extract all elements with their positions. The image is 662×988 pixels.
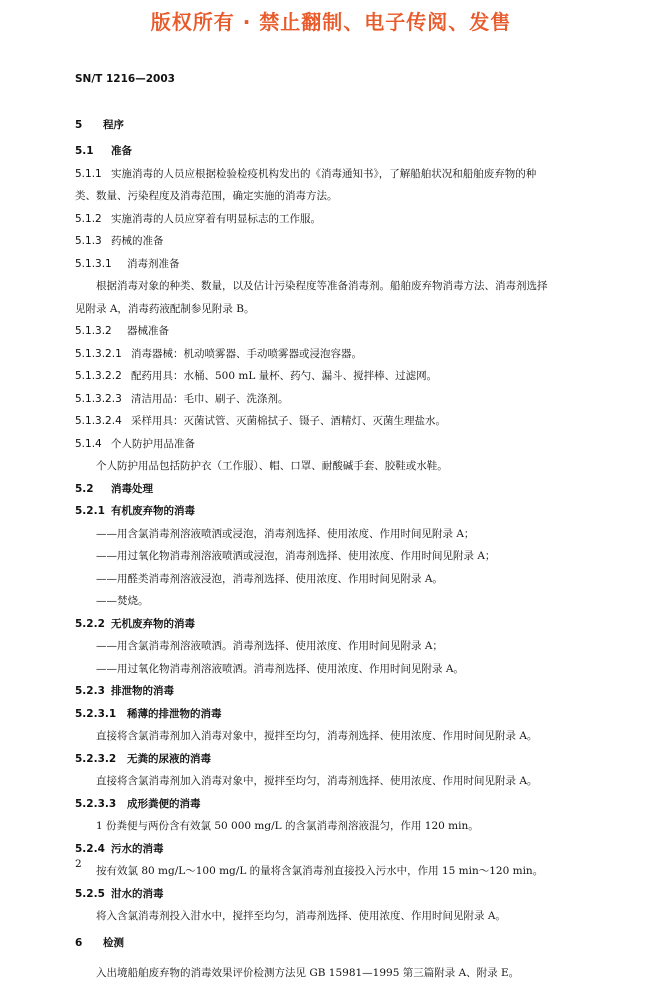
paragraph: 5.1.1 实施消毒的人员应根据检验检疫机构发出的《消毒通知书》，了解船舶状况和船舶废弃物的种 [75,167,537,180]
list-item: ——焚烧。 [96,595,149,607]
paragraph: 根据消毒对象的种类、数量，以及估计污染程度等准备消毒剂。船舶废弃物消毒方法、消毒剂选择 [96,280,548,292]
document-id: SN/T 1216—2003 [75,73,175,85]
paragraph: 5.1.3.2.4 采样用具：灭菌试管、灭菌棉拭子、镊子、酒精灯、灭菌生理盐水。 [75,415,446,427]
paragraph: 入出境船舶废弃物的消毒效果评价检测方法见 GB 15981—1995 第三篇附录 A、附录 E。 [96,966,520,979]
section-heading: 5.1.3.2 器械准备 [75,325,169,337]
paragraph: 5.1.3.2.3 清洁用品：毛巾、刷子、洗涤剂。 [75,392,289,405]
section-heading: 5.1.3 药械的准备 [75,235,164,247]
section-heading: 5.1.3.1 消毒剂准备 [75,257,180,270]
list-item: ——用过氧化物消毒剂溶液喷洒或浸泡，消毒剂选择、使用浓度、作用时间见附录 A； [96,550,496,562]
section-heading: 5.1 准备 [75,145,132,157]
paragraph: 直接将含氯消毒剂加入消毒对象中，搅拌至均匀，消毒剂选择、使用浓度、作用时间见附录 A。 [96,775,538,787]
section-heading: 5 程序 [75,119,124,131]
paragraph: 类、数量、污染程度及消毒范围，确定实施的消毒方法。 [75,190,338,202]
section-heading: 5.2.4 污水的消毒 [75,842,164,855]
paragraph: 5.1.3.2.1 消毒器械：机动喷雾器、手动喷雾器或浸泡容器。 [75,347,362,360]
paragraph: 按有效氯 80 mg/L～100 mg/L 的量将含氯消毒剂直接投入污水中，作用 15 min～120 min。 [96,865,544,877]
page-number: 2 [75,858,82,870]
section-heading: 5.2 消毒处理 [75,482,153,495]
section-heading: 5.2.3.3 成形粪便的消毒 [75,797,201,810]
section-heading: 5.2.3.2 无粪的尿液的消毒 [75,752,211,765]
section-heading: 5.2.3.1 稀薄的排泄物的消毒 [75,707,222,720]
list-item: ——用含氯消毒剂溶液喷洒。消毒剂选择、使用浓度、作用时间见附录 A； [96,640,443,652]
section-heading: 5.2.2 无机废弃物的消毒 [75,617,195,630]
document-body [75,110,595,988]
section-heading: 6 检测 [75,936,124,949]
paragraph: 将入含氯消毒剂投入泔水中，搅拌至均匀，消毒剂选择、使用浓度、作用时间见附录 A。 [96,910,506,922]
watermark: 版权所有 · 禁止翻制、电子传阅、发售 [150,10,512,34]
paragraph: 5.1.3.2.2 配药用具：水桶、500 mL 量杯、药勺、漏斗、搅拌棒、过滤网。 [75,370,438,382]
list-item: ——用过氧化物消毒剂溶液喷洒。消毒剂选择、使用浓度、作用时间见附录 A。 [96,662,464,675]
paragraph: 直接将含氯消毒剂加入消毒对象中，搅拌至均匀，消毒剂选择、使用浓度、作用时间见附录 A。 [96,730,538,742]
paragraph: 5.1.2 实施消毒的人员应穿着有明显标志的工作服。 [75,212,321,225]
section-heading: 5.2.1 有机废弃物的消毒 [75,505,195,517]
section-heading: 5.2.5 泔水的消毒 [75,887,164,900]
paragraph: 见附录 A，消毒药液配制参见附录 B。 [75,302,255,315]
list-item: ——用醛类消毒剂溶液浸泡，消毒剂选择、使用浓度、作用时间见附录 A。 [96,572,443,585]
paragraph: 1 份粪便与两份含有效氯 50 000 mg/L 的含氯消毒剂溶液混匀，作用 120 min。 [96,820,479,832]
list-item: ——用含氯消毒剂溶液喷洒或浸泡，消毒剂选择、使用浓度、作用时间见附录 A； [96,527,475,540]
section-heading: 5.2.3 排泄物的消毒 [75,685,174,697]
paragraph: 个人防护用品包括防护衣（工作服）、帽、口罩、耐酸碱手套、胶鞋或水鞋。 [96,460,448,472]
section-heading: 5.1.4 个人防护用品准备 [75,437,195,450]
